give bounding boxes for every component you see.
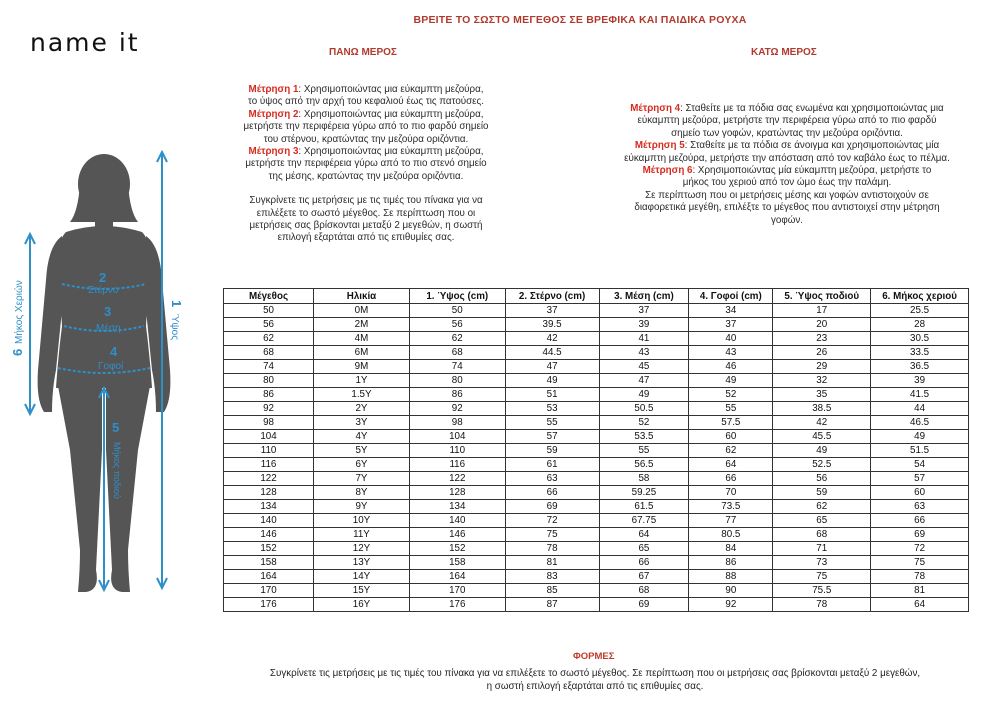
col-header-hips: 4. Γοφοί (cm) [689, 289, 773, 304]
label-waist: Μέση [96, 323, 121, 334]
table-row: 140 10Y 140 72 67.75 77 65 66 [224, 514, 969, 528]
table-row: 134 9Y 134 69 61.5 73.5 62 63 [224, 500, 969, 514]
table-row: 80 1Y 80 49 47 49 32 39 [224, 374, 969, 388]
table-row: 146 11Y 146 75 64 80.5 68 69 [224, 528, 969, 542]
table-row: 68 6M 68 44.5 43 43 26 33.5 [224, 346, 969, 360]
label-hips: Γοφοί [98, 361, 124, 372]
size-chart-table [223, 288, 969, 612]
footer-note: Συγκρίνετε τις μετρήσεις με τις τιμές του πίνακα για να επιλέξετε το σωστό μέγεθος. Σε περίπτωση που οι μετρήσεις σας βρίσκονται μεταξύ 2 μεγεθών, η σωστή επιλογή εξαρτάται από τις επιθυμίες σας. [269, 668, 921, 692]
table-row: 86 1.5Y 86 51 49 52 35 41.5 [224, 388, 969, 402]
table-row: 164 14Y 164 83 67 88 75 78 [224, 570, 969, 584]
table-header-row [224, 289, 969, 304]
lower-instructions: Μέτρηση 4: Σταθείτε με τα πόδια σας ενωμένα και χρησιμοποιώντας μια εύκαμπτη μεζούρα, μετρήστε την περιφέρεια γύρω από το πιο φαρδύ σημείο των γοφών, κρατώντας την μεζούρα οριζόντια. Μέτρηση 5: Σταθείτε με τα πόδια σε άνοιγμα και χρησιμοποιώντας μία εύκαμπτη μεζούρα, μετρήστε την απόσταση από τον καβάλο έως το πέλμα. Μέτρηση 6: Χρησιμοποιώντας μία εύκαμπτη μεζούρα, μετρήστε το μήκος του χεριού από τον ώμο έως την παλάμη. Σε περίπτωση που οι μετρήσεις μέσης και γοφών αντιστοιχούν σε διαφορετικά μεγέθη, επιλέξτε το μέγεθος που αντιστοιχεί στην μέτρηση γοφών. [592, 103, 982, 227]
upper-note: Συγκρίνετε τις μετρήσεις με τις τιμές του πίνακα για να [249, 195, 483, 207]
lower-note: Σε περίπτωση που οι μετρήσεις μέσης και γοφών αντιστοιχούν σε [645, 189, 929, 201]
table-row: 158 13Y 158 81 66 86 73 75 [224, 556, 969, 570]
table-row: 98 3Y 98 55 52 57.5 42 46.5 [224, 416, 969, 430]
brand-logo: name it [30, 28, 140, 57]
table-row: 122 7Y 122 63 58 66 56 57 [224, 472, 969, 486]
footer-title: ΦΟΡΜΕΣ [573, 651, 615, 662]
col-header-waist: 3. Μέση (cm) [599, 289, 689, 304]
label-number-6: 6 [10, 348, 25, 356]
col-header-arm-length: 6. Μήκος χεριού [871, 289, 969, 304]
col-header-leg-length: 5. Ύψος ποδιού [773, 289, 871, 304]
table-row: 170 15Y 170 85 68 90 75.5 81 [224, 584, 969, 598]
measurement-6-label: Μέτρηση 6 [642, 165, 693, 177]
measurement-1-label: Μέτρηση 1 [248, 84, 299, 95]
table-row: 50 0M 50 37 37 34 17 25.5 [224, 304, 969, 318]
measurement-5-label: Μέτρηση 5 [634, 140, 685, 152]
upper-section-title: ΠΑΝΩ ΜΕΡΟΣ [329, 47, 397, 58]
table-row: 152 12Y 152 78 65 84 71 72 [224, 542, 969, 556]
label-number-5: 5 [112, 420, 120, 435]
table-row: 92 2Y 92 53 50.5 55 38.5 44 [224, 402, 969, 416]
table-row: 104 4Y 104 57 53.5 60 45.5 49 [224, 430, 969, 444]
upper-instructions: Μέτρηση 1: Χρησιμοποιώντας μια εύκαμπτη μεζούρα, το ύψος από την αρχή του κεφαλιού έως τις πατούσες. Μέτρηση 2: Χρησιμοποιώντας μια εύκαμπτη μεζούρα, μετρήστε την περιφέρεια γύρω από το πιο φαρδύ σημείο του στέρνου, κρατώντας την μεζούρα οριζόντια. Μέτρηση 3: Χρησιμοποιώντας μια εύκαμπτη μεζούρα, μετρήστε την περιφέρεια γύρω από το πιο στενό σημείο της μέσης, κρατώντας την μεζούρα οριζόντια. Συγκρίνετε τις μετρήσεις με τις τιμές του πίνακα για να επιλέξετε το σωστό μέγεθος. Σε περίπτωση που οι μετρήσεις σας βρίσκονται μεταξύ 2 μεγεθών, η σωστή επιλογή εξαρτάται από τις επιθυμίες σας. [210, 84, 522, 245]
label-number-3: 3 [104, 304, 112, 319]
measurement-4-label: Μέτρηση 4 [630, 103, 681, 114]
label-number-1: 1 [169, 300, 184, 308]
page-title: ΒΡΕΙΤΕ ΤΟ ΣΩΣΤΟ ΜΕΓΕΘΟΣ ΣΕ ΒΡΕΦΙΚΑ ΚΑΙ ΠΑΙΔΙΚΑ ΡΟΥΧΑ [413, 14, 747, 26]
table-row: 128 8Y 128 66 59.25 70 59 60 [224, 486, 969, 500]
table-row: 176 16Y 176 87 69 92 78 64 [224, 598, 969, 612]
label-chest: Στέρνο [88, 285, 119, 296]
col-header-chest: 2. Στέρνο (cm) [505, 289, 599, 304]
table-row: 116 6Y 116 61 56.5 64 52.5 54 [224, 458, 969, 472]
table-row: 62 4M 62 42 41 40 23 30.5 [224, 332, 969, 346]
label-number-4: 4 [110, 344, 118, 359]
label-number-2: 2 [99, 270, 107, 285]
lower-section-title: ΚΑΤΩ ΜΕΡΟΣ [751, 47, 817, 58]
col-header-height: 1. Ύψος (cm) [409, 289, 505, 304]
measurement-3-label: Μέτρηση 3 [248, 146, 299, 158]
label-leg-length: Μήκος ποδιού [112, 442, 122, 499]
measurement-2-label: Μέτρηση 2 [248, 108, 299, 120]
table-row: 110 5Y 110 59 55 62 49 51.5 [224, 444, 969, 458]
label-arm-length: Μήκος Χεριών [14, 280, 25, 344]
table-row: 56 2M 56 39.5 39 37 20 28 [224, 318, 969, 332]
col-header-age: Ηλικία [314, 289, 410, 304]
body-measurement-figure [0, 150, 210, 610]
table-row: 74 9M 74 47 45 46 29 36.5 [224, 360, 969, 374]
label-height: Ύψος [169, 314, 180, 341]
col-header-size: Μέγεθος [224, 289, 314, 304]
